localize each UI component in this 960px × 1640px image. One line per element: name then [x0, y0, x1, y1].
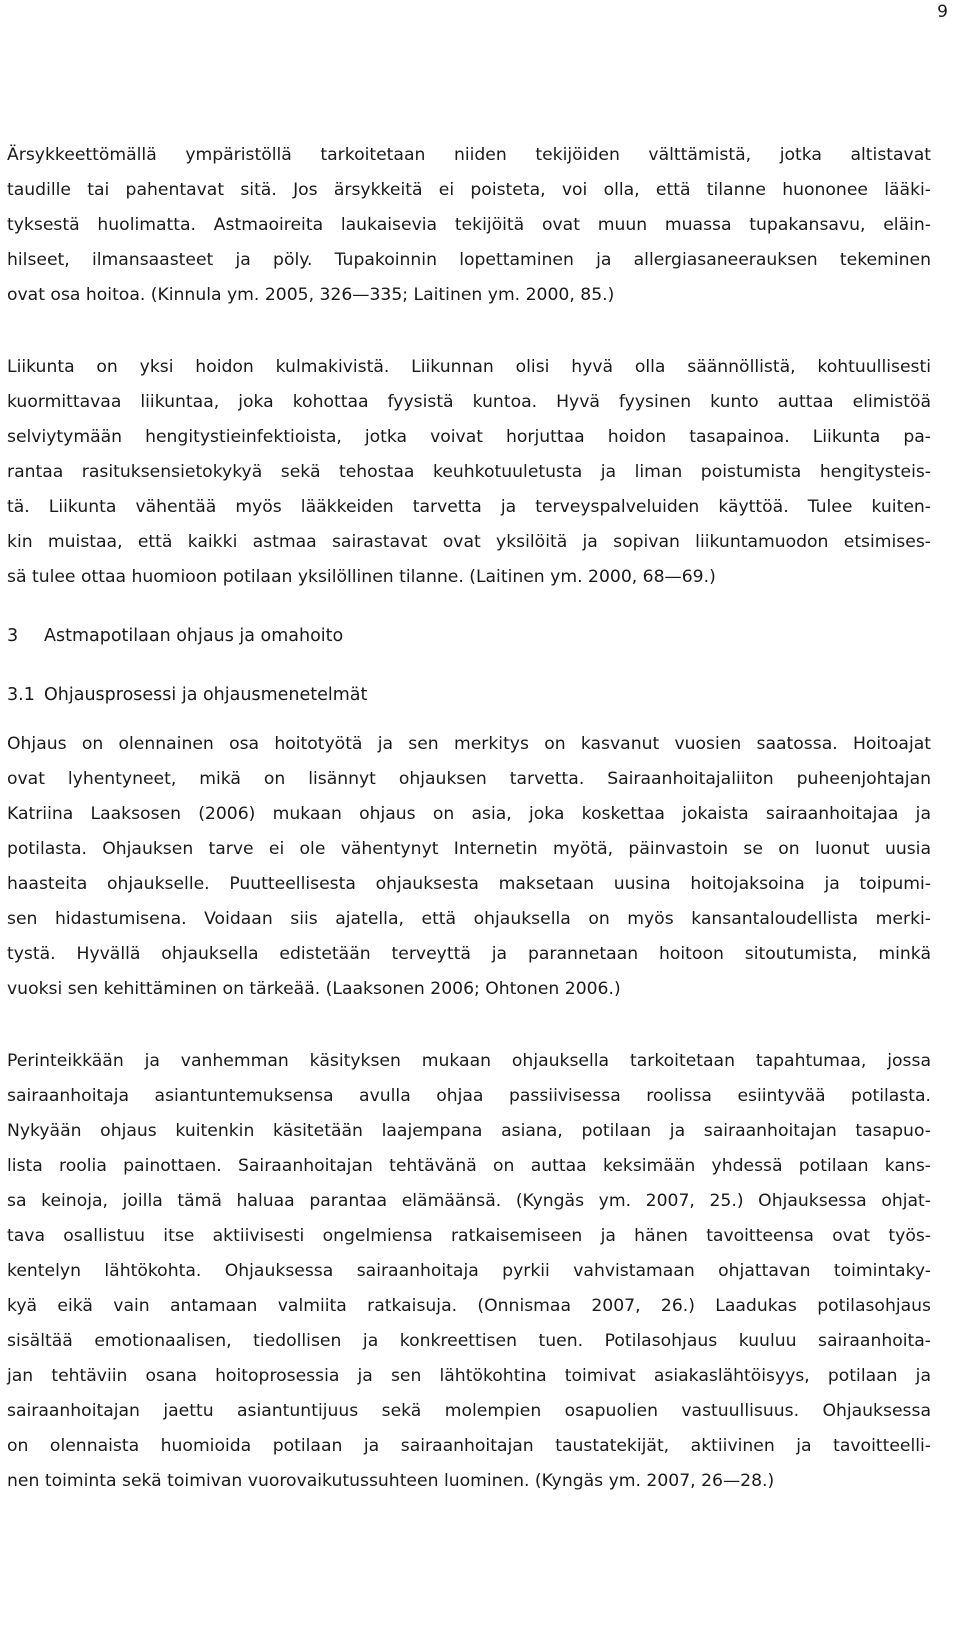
section-title: Astmapotilaan ohjaus ja omahoito	[44, 626, 344, 646]
section-number: 3	[7, 626, 19, 646]
text-line: Ärsykkeettömällä ympäristöllä tarkoitetaan niiden tekijöiden välttämistä, jotka altistavat	[7, 145, 931, 165]
text-line: sairaanhoitajan jaettu asiantuntijuus sekä molempien osapuolien vastuullisuus. Ohjauksessa	[7, 1401, 931, 1421]
text-line: jan tehtäviin osana hoitoprosessia ja sen lähtökohtina toimivat asiakaslähtöisyys, potilaan ja	[7, 1366, 931, 1386]
text-line: Nykyään ohjaus kuitenkin käsitetään laajempana asiana, potilaan ja sairaanhoitajan tasapuo-	[7, 1121, 931, 1141]
text-line: potilasta. Ohjauksen tarve ei ole vähentynyt Internetin myötä, päinvastoin se on luonut uusia	[7, 839, 931, 859]
text-line: lista roolia painottaen. Sairaanhoitajan tehtävänä on auttaa keksimään yhdessä potilaan kans-	[7, 1156, 931, 1176]
text-line: kentelyn lähtökohta. Ohjauksessa sairaanhoitaja pyrkii vahvistamaan ohjattavan toimintaky-	[7, 1261, 931, 1281]
text-line: tystä. Hyvällä ohjauksella edistetään terveyttä ja parannetaan hoitoon sitoutumista, minkä	[7, 944, 931, 964]
text-line: sisältää emotionaalisen, tiedollisen ja konkreettisen tuen. Potilasohjaus kuuluu sairaanhoita-	[7, 1331, 931, 1351]
text-line: ovat lyhentyneet, mikä on lisännyt ohjauksen tarvetta. Sairaanhoitajaliiton puheenjohtajan	[7, 769, 931, 789]
text-line: Ohjaus on olennainen osa hoitotyötä ja sen merkitys on kasvanut vuosien saatossa. Hoitoajat	[7, 734, 931, 754]
section-heading	[7, 619, 931, 654]
text-line: tä. Liikunta vähentää myös lääkkeiden tarvetta ja terveyspalveluiden käyttöä. Tulee kuiten-	[7, 497, 931, 517]
text-line: Perinteikkään ja vanhemman käsityksen mukaan ohjauksella tarkoitetaan tapahtumaa, jossa	[7, 1051, 931, 1071]
page-number: 9	[937, 2, 948, 22]
text-line: kyä eikä vain antamaan valmiita ratkaisuja. (Onnismaa 2007, 26.) Laadukas potilasohjaus	[7, 1296, 931, 1316]
text-line: ovat osa hoitoa. (Kinnula ym. 2005, 326—335; Laitinen ym. 2000, 85.)	[7, 285, 615, 305]
paragraph-exercise	[7, 350, 931, 595]
subsection-heading	[7, 678, 931, 713]
paragraph-environment	[7, 138, 931, 313]
document-body	[7, 138, 931, 1499]
paragraph-guidance	[7, 727, 931, 1007]
text-line: sen hidastumisena. Voidaan siis ajatella, että ohjauksella on myös kansantaloudellista merki-	[7, 909, 931, 929]
text-line: haasteita ohjaukselle. Puutteellisesta ohjauksesta maksetaan uusina hoitojaksoina ja toipumi-	[7, 874, 931, 894]
text-line: sairaanhoitaja asiantuntemuksensa avulla ohjaa passiivisessa roolissa esiintyvää potilasta.	[7, 1086, 931, 1106]
subsection-number: 3.1	[7, 685, 35, 705]
text-line: kuormittavaa liikuntaa, joka kohottaa fyysistä kuntoa. Hyvä fyysinen kunto auttaa elimistöä	[7, 392, 931, 412]
text-line: tyksestä huolimatta. Astmaoireita laukaisevia tekijöitä ovat muun muassa tupakansavu, eläin-	[7, 215, 931, 235]
text-line: nen toiminta sekä toimivan vuorovaikutussuhteen luominen. (Kyngäs ym. 2007, 26—28.)	[7, 1471, 775, 1491]
text-line: Liikunta on yksi hoidon kulmakivistä. Liikunnan olisi hyvä olla säännöllistä, kohtuullisesti	[7, 357, 931, 377]
text-line: kin muistaa, että kaikki astmaa sairastavat ovat yksilöitä ja sopivan liikuntamuodon etsimises-	[7, 532, 931, 552]
text-line: hilseet, ilmansaasteet ja pöly. Tupakoinnin lopettaminen ja allergiasaneerauksen tekeminen	[7, 250, 931, 270]
subsection-title: Ohjausprosessi ja ohjausmenetelmät	[44, 685, 368, 705]
text-line: rantaa rasituksensietokykyä sekä tehostaa keuhkotuuletusta ja liman poistumista hengitysteis-	[7, 462, 931, 482]
text-line: tava osallistuu itse aktiivisesti ongelmiensa ratkaisemiseen ja hänen tavoitteensa ovat työs-	[7, 1226, 931, 1246]
text-line: on olennaista huomioida potilaan ja sairaanhoitajan taustatekijät, aktiivinen ja tavoitteelli-	[7, 1436, 931, 1456]
text-line: sa keinoja, joilla tämä haluaa parantaa elämäänsä. (Kyngäs ym. 2007, 25.) Ohjauksessa ohjat-	[7, 1191, 931, 1211]
text-line: sä tulee ottaa huomioon potilaan yksilöllinen tilanne. (Laitinen ym. 2000, 68—69.)	[7, 567, 716, 587]
text-line: taudille tai pahentavat sitä. Jos ärsykkeitä ei poisteta, voi olla, että tilanne huononee lääki-	[7, 180, 931, 200]
paragraph-traditional-guidance	[7, 1044, 931, 1499]
text-line: selviytymään hengitystieinfektioista, jotka voivat horjuttaa hoidon tasapainoa. Liikunta pa-	[7, 427, 931, 447]
text-line: vuoksi sen kehittäminen on tärkeää. (Laaksonen 2006; Ohtonen 2006.)	[7, 979, 621, 999]
text-line: Katriina Laaksosen (2006) mukaan ohjaus on asia, joka koskettaa jokaista sairaanhoitajaa ja	[7, 804, 931, 824]
